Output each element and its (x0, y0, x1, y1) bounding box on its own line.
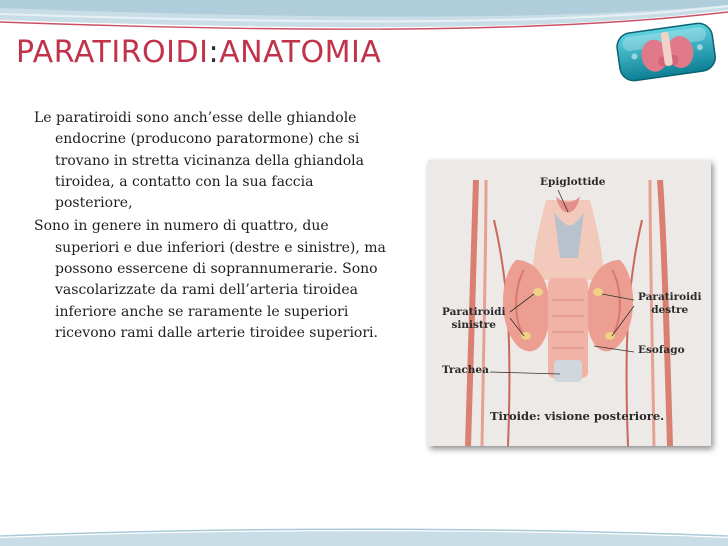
label-esofago: Esofago (638, 344, 685, 356)
label-paratiroidi-destre-line1: Paratiroidi (638, 291, 702, 303)
label-epiglottide: Epiglottide (540, 176, 606, 188)
label-paratiroidi-sinistre-line1: Paratiroidi (442, 306, 506, 318)
label-paratiroidi-sinistre-line2: sinistre (451, 319, 496, 331)
footer-wave-decoration (0, 524, 728, 546)
paragraph-1: Le paratiroidi sono anch’esse delle ghiandole endocrine (producono paratormone) che si trovano in stretta vicinanza della ghiandola tiroidea, a contatto con la sua faccia posteriore, (34, 110, 364, 212)
title-part-1: PARATIROIDI (16, 35, 209, 70)
label-paratiroidi-sinistre (442, 306, 505, 332)
title-part-2: ANATOMIA (219, 35, 382, 70)
label-paratiroidi-destre (638, 291, 701, 317)
thyroid-logo-icon (612, 16, 720, 86)
label-trachea: Trachea (442, 364, 489, 376)
slide-title (16, 35, 382, 70)
paragraph-2: Sono in genere in numero di quattro, due superiori e due inferiori (destre e sinistre), ma possono essercene di soprannumerarie. Sono vascolarizzate da rami dell’arteria tiroidea inferiore anche se raramente le superiori ricevono rami dalle arterie tiroidee superiori. (34, 218, 386, 341)
figure-caption: Tiroide: visione posteriore. (490, 409, 665, 423)
anatomy-figure (428, 160, 711, 446)
title-colon: : (208, 35, 220, 70)
body-text (34, 108, 386, 346)
label-paratiroidi-destre-line2: destre (651, 304, 689, 316)
